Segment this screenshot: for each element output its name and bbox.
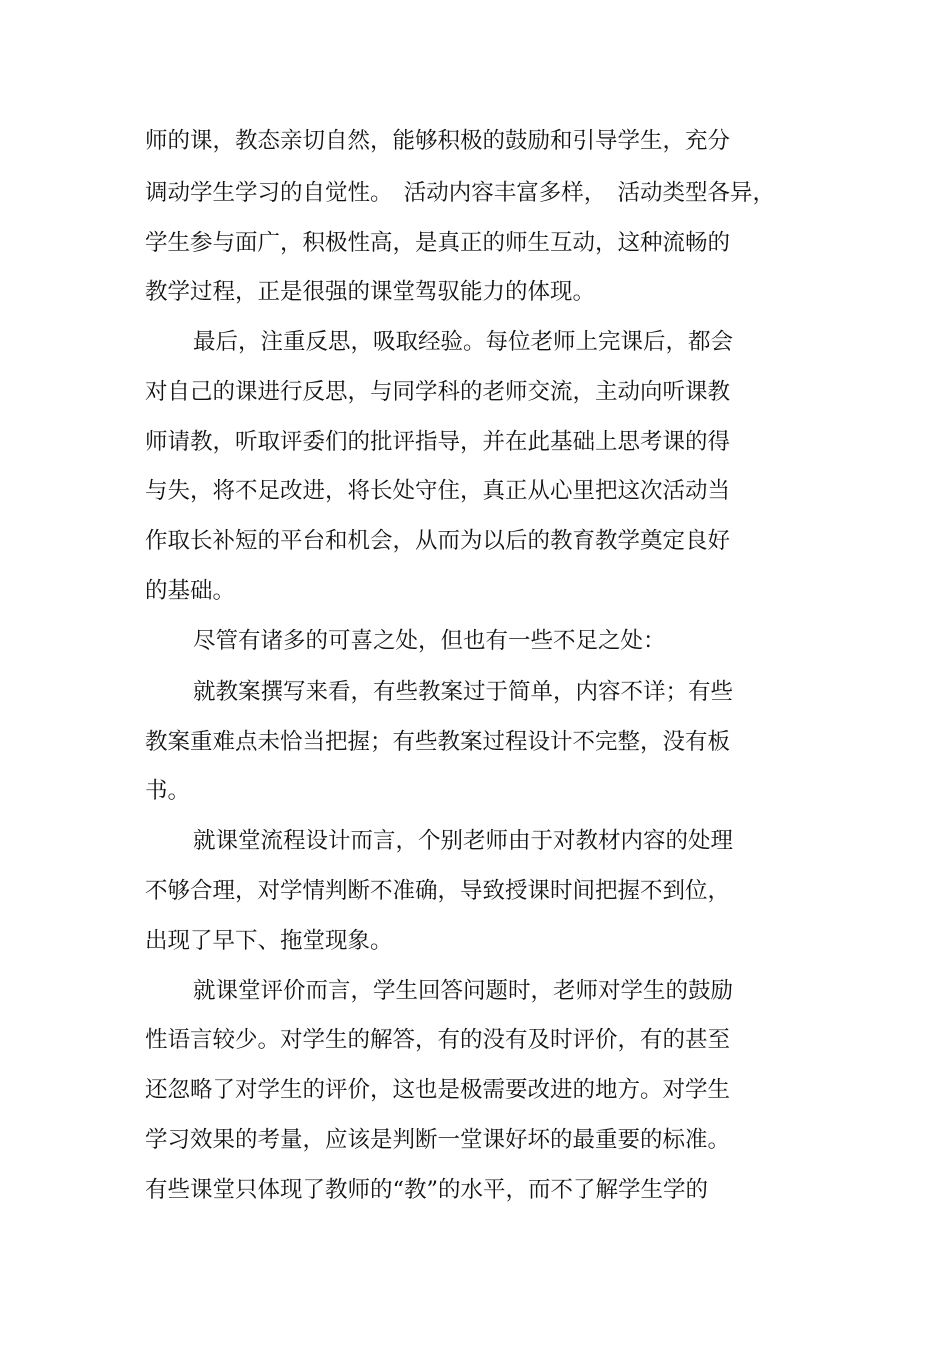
text-line: 教学过程，正是很强的课堂驾驭能力的体现。 — [145, 279, 596, 305]
text-line: 还忽略了对学生的评价，这也是极需要改进的地方。对学生 — [145, 1077, 731, 1103]
text-line: 调动学生学习的自觉性。 活动内容丰富多样， 活动类型各异， — [145, 180, 776, 206]
text-line: 与失，将不足改进，将长处守住，真正从心里把这次活动当 — [145, 478, 731, 504]
text-line: 师的课，教态亲切自然，能够积极的鼓励和引导学生，充分 — [145, 128, 731, 154]
text-line: 不够合理，对学情判断不准确，导致授课时间把握不到位， — [145, 878, 731, 904]
text-line: 学习效果的考量，应该是判断一堂课好坏的最重要的标准。 — [145, 1127, 731, 1153]
text-line: 书。 — [145, 778, 191, 804]
paragraph-first-line: 尽管有诸多的可喜之处，但也有一些不足之处： — [193, 628, 666, 654]
text-line: 的基础。 — [145, 578, 236, 604]
text-line: 性语言较少。对学生的解答，有的没有及时评价，有的甚至 — [145, 1027, 731, 1053]
paragraph-first-line: 最后，注重反思，吸取经验。每位老师上完课后，都会 — [193, 329, 734, 355]
text-line: 出现了早下、拖堂现象。 — [145, 928, 393, 954]
text-line: 教案重难点未恰当把握；有些教案过程设计不完整，没有板 — [145, 729, 731, 755]
text-line: 对自己的课进行反思，与同学科的老师交流，主动向听课教 — [145, 379, 731, 405]
text-line: 师请教，听取评委们的批评指导，并在此基础上思考课的得 — [145, 429, 731, 455]
paragraph-first-line: 就教案撰写来看，有些教案过于简单，内容不详；有些 — [193, 679, 734, 705]
text-line: 作取长补短的平台和机会，从而为以后的教育教学奠定良好 — [145, 528, 731, 554]
text-line: 学生参与面广，积极性高，是真正的师生互动，这种流畅的 — [145, 230, 731, 256]
text-line: 有些课堂只体现了教师的“教”的水平，而不了解学生学的 — [145, 1177, 709, 1203]
paragraph-first-line: 就课堂评价而言，学生回答问题时，老师对学生的鼓励 — [193, 978, 734, 1004]
paragraph-first-line: 就课堂流程设计而言，个别老师由于对教材内容的处理 — [193, 828, 734, 854]
